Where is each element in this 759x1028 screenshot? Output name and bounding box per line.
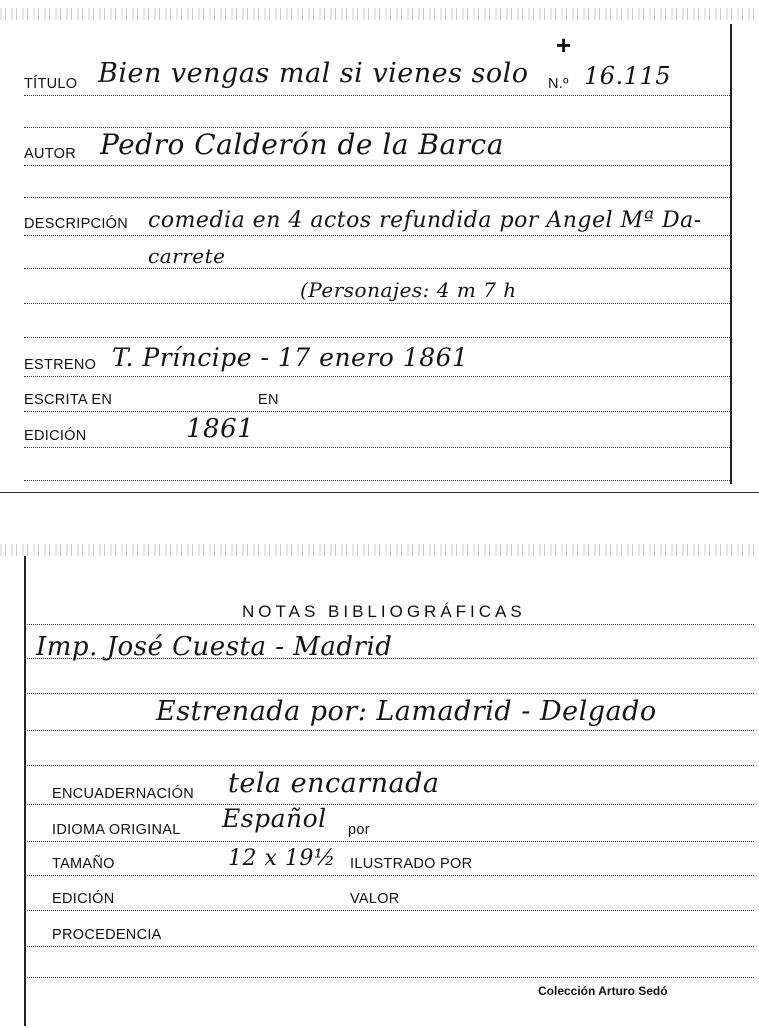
- ruled-line: [24, 624, 754, 625]
- card-bottom-left-border: [24, 556, 26, 1026]
- autor-value: Pedro Calderón de la Barca: [100, 128, 504, 161]
- idioma-value: Español: [222, 804, 327, 833]
- numero-value: 16.115: [584, 62, 671, 90]
- card-top-edge: [0, 8, 759, 20]
- tamano-label: TAMAÑO: [52, 856, 115, 872]
- estreno-line: [24, 376, 730, 377]
- ruled-line: [24, 730, 754, 731]
- autor-label: AUTOR: [24, 146, 76, 162]
- card-bottom-edge: [0, 544, 759, 556]
- escrita-line: [24, 411, 730, 412]
- ruled-line: [24, 480, 730, 481]
- ruled-line: [24, 197, 730, 198]
- titulo-line: [24, 95, 730, 96]
- descripcion-label: DESCRIPCIÓN: [24, 216, 129, 232]
- note-line2: Estrenada por: Lamadrid - Delgado: [156, 696, 657, 727]
- card-separator: [0, 492, 759, 493]
- catalog-card-bottom: [0, 536, 759, 1028]
- descripcion-value-line3: (Personajes: 4 m 7 h: [300, 278, 517, 302]
- ruled-line: [24, 337, 730, 338]
- idioma-por-label: por: [348, 822, 370, 838]
- card-top-right-border: [730, 24, 732, 484]
- ruled-line: [24, 268, 730, 269]
- ruled-line: [24, 658, 754, 659]
- plus-mark: +: [556, 30, 572, 60]
- procedencia-label: PROCEDENCIA: [52, 927, 162, 943]
- edicion-value: 1861: [186, 414, 255, 444]
- notas-heading: NOTAS BIBLIOGRÁFICAS: [242, 602, 526, 621]
- idioma-label: IDIOMA ORIGINAL: [52, 822, 181, 838]
- titulo-value: Bien vengas mal si vienes solo: [98, 58, 529, 89]
- descripcion-value-line1: comedia en 4 actos refundida por Angel Mª Da-: [148, 208, 702, 233]
- ruled-line: [24, 693, 754, 694]
- edicion-label-bottom: EDICIÓN: [52, 891, 115, 907]
- numero-label: N.º: [548, 76, 569, 92]
- estreno-label: ESTRENO: [24, 357, 97, 373]
- valor-label: VALOR: [350, 891, 400, 907]
- encuadernacion-line: [24, 804, 754, 805]
- escrita-label: ESCRITA EN: [24, 392, 113, 408]
- tamano-line: [24, 875, 754, 876]
- collection-footer: Colección Arturo Sedó: [538, 984, 668, 998]
- escrita-en-label: EN: [258, 392, 279, 408]
- idioma-line: [24, 841, 754, 842]
- ruled-line: [24, 765, 754, 766]
- edicion-line: [24, 447, 730, 448]
- ruled-line: [24, 303, 730, 304]
- ilustrado-label: ILUSTRADO POR: [350, 856, 473, 872]
- note-line1: Imp. José Cuesta - Madrid: [36, 632, 393, 662]
- encuadernacion-value: tela encarnada: [228, 768, 440, 799]
- estreno-value: T. Príncipe - 17 enero 1861: [112, 343, 469, 372]
- autor-line: [24, 165, 730, 166]
- titulo-label: TÍTULO: [24, 76, 78, 92]
- edicion-label: EDICIÓN: [24, 428, 87, 444]
- tamano-value: 12 x 19½: [228, 846, 336, 871]
- descripcion-value-line2: carrete: [148, 244, 226, 268]
- procedencia-line: [24, 946, 754, 947]
- encuadernacion-label: ENCUADERNACIÓN: [52, 786, 194, 802]
- ruled-line: [24, 977, 754, 978]
- catalog-card-top: [0, 0, 759, 492]
- edicion-line-bottom: [24, 910, 754, 911]
- descripcion-line: [24, 235, 730, 236]
